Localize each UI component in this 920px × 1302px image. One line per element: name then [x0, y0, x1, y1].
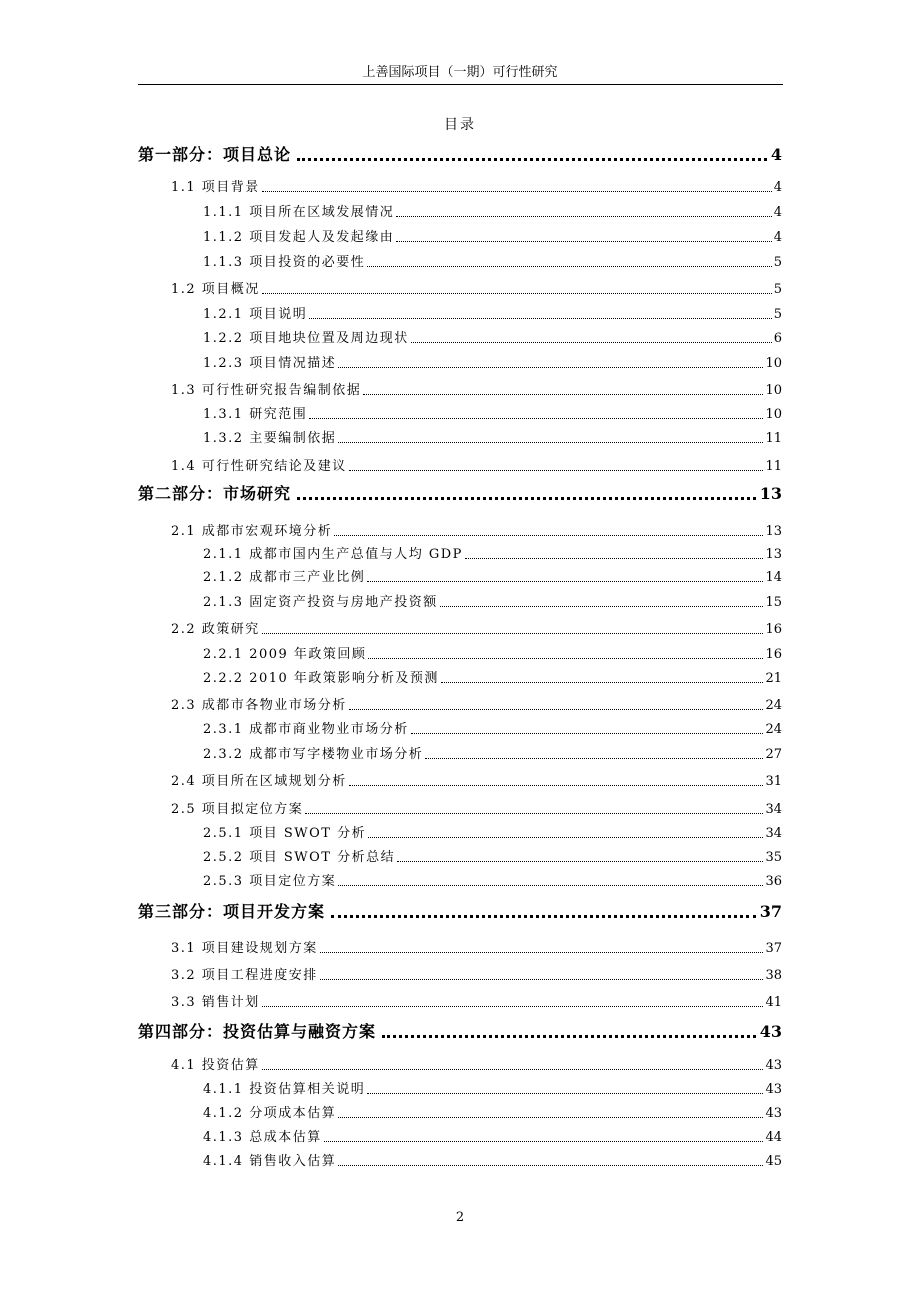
- toc-entry-label: 1.1.3 项目投资的必要性: [203, 255, 366, 270]
- toc-dot-leader: [411, 341, 772, 343]
- toc-dot-leader: [349, 708, 764, 710]
- toc-dot-leader: [441, 681, 764, 683]
- toc-entry-label: 4.1.4 销售收入估算: [203, 1154, 337, 1169]
- toc-entry-label: 1.2.2 项目地块位置及周边现状: [203, 331, 409, 346]
- toc-entry-page: 13: [765, 524, 782, 539]
- toc-entry[interactable]: [203, 406, 782, 423]
- toc-entry-page: 10: [765, 407, 782, 422]
- toc-entry-page: 44: [765, 1130, 782, 1145]
- toc-entry-page: 34: [765, 826, 782, 841]
- toc-entry-label: 1.3.2 主要编制依据: [203, 431, 337, 446]
- toc-entry[interactable]: [203, 430, 782, 447]
- toc-entry-page: 35: [765, 850, 782, 865]
- toc-entry-page: 6: [773, 331, 782, 346]
- toc-dot-leader: [262, 1005, 764, 1007]
- page-number: 2: [455, 1210, 465, 1225]
- toc-entry[interactable]: [171, 382, 782, 399]
- toc-dot-leader: [334, 534, 763, 536]
- toc-entry[interactable]: [203, 594, 782, 611]
- toc-dot-leader: [338, 1116, 763, 1118]
- toc-dot-leader: [324, 1140, 764, 1142]
- toc-entry[interactable]: [171, 281, 782, 298]
- toc-entry-page: 37: [759, 902, 782, 921]
- toc-entry-page: 36: [765, 874, 782, 889]
- toc-dot-leader: [425, 757, 763, 759]
- toc-entry[interactable]: [203, 746, 782, 763]
- toc-entry-label: 2.5 项目拟定位方案: [171, 802, 304, 817]
- toc-entry-label: 2.1.1 成都市国内生产总值与人均 GDP: [203, 547, 463, 562]
- toc-entry-label: 2.5.1 项目 SWOT 分析: [203, 826, 367, 841]
- toc-entry-label: 3.1 项目建设规划方案: [171, 941, 318, 956]
- toc-entry[interactable]: [171, 179, 782, 196]
- toc-dot-leader: [382, 1034, 756, 1038]
- toc-entry-page: 11: [765, 431, 782, 446]
- toc-entry[interactable]: [203, 873, 782, 890]
- toc-entry-label: 2.1 成都市宏观环境分析: [171, 524, 333, 539]
- toc-entry-page: 10: [765, 356, 782, 371]
- page-header-title: 上善国际项目（一期）可行性研究: [362, 65, 558, 80]
- toc-dot-leader: [411, 732, 764, 734]
- toc-entry-label: 2.4 项目所在区域规划分析: [171, 774, 347, 789]
- toc-dot-leader: [297, 157, 767, 161]
- toc-entry[interactable]: [203, 670, 782, 687]
- toc-entry-page: 24: [765, 698, 782, 713]
- toc-heading: 目录: [444, 117, 476, 133]
- toc-dot-leader: [367, 580, 763, 582]
- toc-entry-label: 4.1 投资估算: [171, 1058, 260, 1073]
- toc-dot-leader: [262, 190, 772, 192]
- toc-entry[interactable]: [203, 721, 782, 738]
- toc-entry-label: 1.3.1 研究范围: [203, 407, 308, 422]
- toc-entry[interactable]: [203, 569, 782, 586]
- toc-entry[interactable]: [171, 994, 782, 1011]
- toc-entry-page: 43: [765, 1082, 782, 1097]
- toc-entry[interactable]: [171, 773, 782, 790]
- toc-entry-page: 15: [765, 595, 782, 610]
- toc-dot-leader: [338, 441, 763, 443]
- toc-dot-leader: [309, 317, 772, 319]
- toc-entry[interactable]: [171, 967, 782, 984]
- toc-entry-page: 5: [773, 255, 782, 270]
- toc-entry-label: 第四部分：投资估算与融资方案: [138, 1022, 377, 1041]
- toc-entry[interactable]: [171, 523, 782, 540]
- toc-dot-leader: [338, 1164, 763, 1166]
- toc-entry-label: 4.1.1 投资估算相关说明: [203, 1082, 366, 1097]
- toc-entry-page: 10: [765, 383, 782, 398]
- toc-entry-label: 2.5.3 项目定位方案: [203, 874, 337, 889]
- toc-entry-page: 16: [765, 622, 782, 637]
- toc-entry-label: 1.4 可行性研究结论及建议: [171, 459, 347, 474]
- toc-entry-page: 27: [765, 747, 782, 762]
- toc-entry-page: 11: [765, 459, 782, 474]
- toc-part-entry[interactable]: [138, 1022, 782, 1042]
- toc-entry[interactable]: [203, 355, 782, 372]
- toc-entry[interactable]: [203, 204, 782, 221]
- toc-dot-leader: [367, 1092, 763, 1094]
- toc-entry-label: 2.3.2 成都市写字楼物业市场分析: [203, 747, 424, 762]
- toc-entry[interactable]: [203, 646, 782, 663]
- toc-entry-page: 31: [765, 774, 782, 789]
- toc-entry-label: 2.2 政策研究: [171, 622, 260, 637]
- toc-dot-leader: [262, 292, 772, 294]
- toc-entry-page: 38: [765, 968, 782, 983]
- toc-entry-label: 3.3 销售计划: [171, 995, 260, 1010]
- toc-entry-page: 24: [765, 722, 782, 737]
- toc-entry-page: 21: [765, 671, 782, 686]
- toc-entry-page: 43: [759, 1022, 782, 1041]
- toc-dot-leader: [349, 784, 764, 786]
- toc-entry[interactable]: [203, 546, 782, 563]
- toc-entry-page: 5: [773, 307, 782, 322]
- toc-entry-page: 45: [765, 1154, 782, 1169]
- toc-entry-label: 1.2.3 项目情况描述: [203, 356, 337, 371]
- toc-entry-page: 4: [773, 180, 782, 195]
- toc-dot-leader: [305, 812, 763, 814]
- toc-entry-label: 1.1.1 项目所在区域发展情况: [203, 205, 395, 220]
- toc-entry-label: 2.1.2 成都市三产业比例: [203, 570, 366, 585]
- toc-entry-page: 43: [765, 1058, 782, 1073]
- toc-dot-leader: [297, 496, 756, 500]
- toc-entry[interactable]: [171, 621, 782, 638]
- toc-dot-leader: [338, 884, 763, 886]
- toc-entry[interactable]: [171, 458, 782, 475]
- toc-dot-leader: [349, 469, 764, 471]
- toc-dot-leader: [331, 914, 756, 918]
- toc-dot-leader: [396, 240, 772, 242]
- toc-entry-label: 2.2.2 2010 年政策影响分析及预测: [203, 671, 439, 686]
- toc-entry-label: 1.2.1 项目说明: [203, 307, 308, 322]
- toc-entry-page: 14: [765, 570, 782, 585]
- toc-entry-label: 3.2 项目工程进度安排: [171, 968, 318, 983]
- toc-entry-label: 1.1.2 项目发起人及发起缘由: [203, 230, 395, 245]
- toc-entry-label: 4.1.2 分项成本估算: [203, 1106, 337, 1121]
- toc-entry-page: 16: [765, 647, 782, 662]
- toc-entry-page: 37: [765, 941, 782, 956]
- toc-entry-label: 2.3 成都市各物业市场分析: [171, 698, 347, 713]
- toc-dot-leader: [338, 366, 763, 368]
- toc-entry[interactable]: [203, 1081, 782, 1098]
- toc-entry[interactable]: [203, 254, 782, 271]
- toc-entry[interactable]: [171, 697, 782, 714]
- toc-entry-page: 4: [773, 205, 782, 220]
- toc-entry-page: 34: [765, 802, 782, 817]
- toc-entry-label: 2.1.3 固定资产投资与房地产投资额: [203, 595, 438, 610]
- toc-entry-page: 41: [765, 995, 782, 1010]
- toc-entry[interactable]: [171, 940, 782, 957]
- toc-entry-label: 1.1 项目背景: [171, 180, 260, 195]
- toc-entry[interactable]: [203, 306, 782, 323]
- toc-entry[interactable]: [203, 1153, 782, 1170]
- toc-entry[interactable]: [203, 330, 782, 347]
- toc-dot-leader: [262, 632, 764, 634]
- toc-entry-page: 43: [765, 1106, 782, 1121]
- toc-entry-page: 5: [773, 282, 782, 297]
- toc-dot-leader: [320, 978, 764, 980]
- toc-part-entry[interactable]: [138, 902, 782, 922]
- toc-part-entry[interactable]: [138, 145, 782, 165]
- toc-entry-page: 13: [765, 547, 782, 562]
- toc-dot-leader: [363, 393, 763, 395]
- toc-dot-leader: [368, 836, 763, 838]
- toc-entry[interactable]: [203, 849, 782, 866]
- toc-part-entry[interactable]: [138, 484, 782, 504]
- toc-entry-label: 第二部分：市场研究: [138, 484, 292, 503]
- toc-entry-page: 4: [773, 230, 782, 245]
- toc-dot-leader: [320, 951, 764, 953]
- toc-entry[interactable]: [171, 1057, 782, 1074]
- toc-entry-page: 4: [770, 145, 782, 164]
- toc-dot-leader: [397, 860, 763, 862]
- toc-entry-label: 2.5.2 项目 SWOT 分析总结: [203, 850, 396, 865]
- toc-dot-leader: [440, 605, 764, 607]
- toc-dot-leader: [465, 557, 764, 559]
- toc-dot-leader: [368, 657, 763, 659]
- toc-entry-label: 1.2 项目概况: [171, 282, 260, 297]
- toc-entry-label: 第一部分：项目总论: [138, 145, 292, 164]
- toc-entry[interactable]: [203, 825, 782, 842]
- toc-entry-label: 1.3 可行性研究报告编制依据: [171, 383, 362, 398]
- toc-dot-leader: [396, 215, 772, 217]
- toc-entry[interactable]: [203, 1105, 782, 1122]
- toc-entry-label: 第三部分：项目开发方案: [138, 902, 326, 921]
- toc-entry[interactable]: [203, 1129, 782, 1146]
- toc-dot-leader: [262, 1068, 764, 1070]
- toc-entry-label: 2.2.1 2009 年政策回顾: [203, 647, 367, 662]
- toc-dot-leader: [309, 417, 763, 419]
- toc-dot-leader: [367, 265, 772, 267]
- toc-entry[interactable]: [171, 801, 782, 818]
- toc-entry-label: 4.1.3 总成本估算: [203, 1130, 322, 1145]
- toc-entry[interactable]: [203, 229, 782, 246]
- toc-entry-page: 13: [759, 484, 782, 503]
- toc-entry-label: 2.3.1 成都市商业物业市场分析: [203, 722, 409, 737]
